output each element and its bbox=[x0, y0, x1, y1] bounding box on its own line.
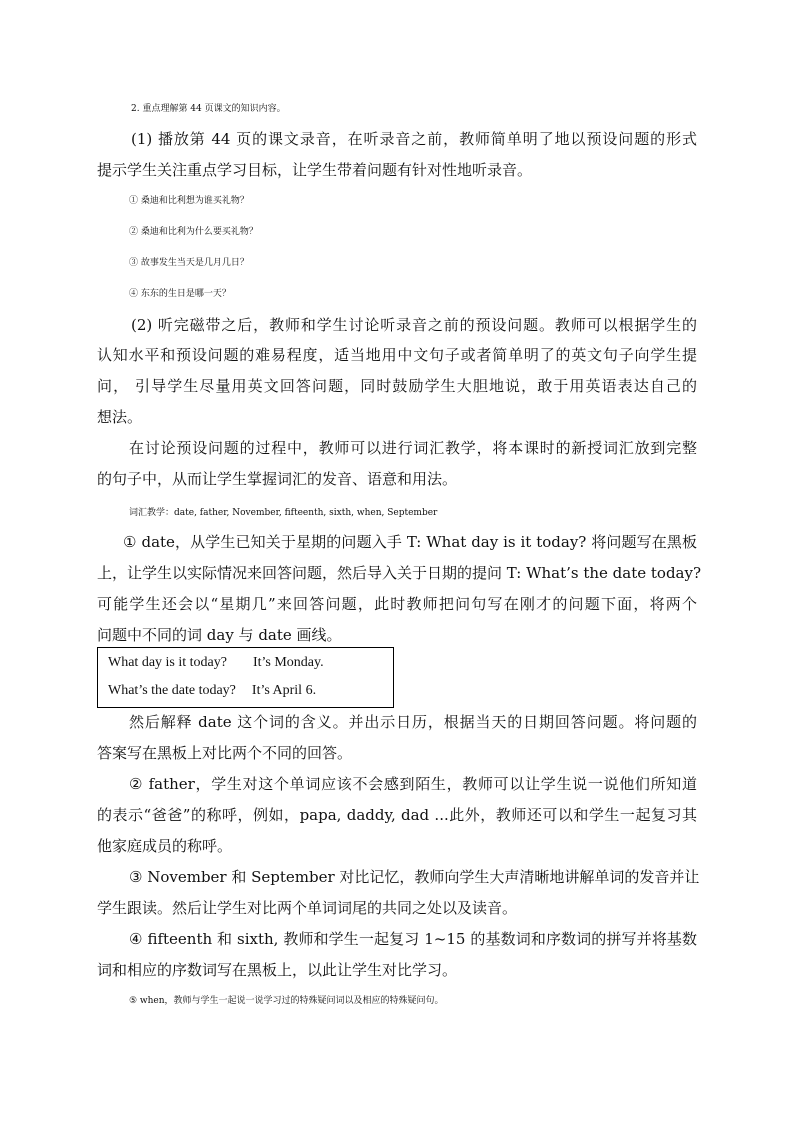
after-box-line-2: 答案写在黑板上对比两个不同的回答。 bbox=[97, 744, 353, 762]
box-row-1 bbox=[108, 654, 324, 671]
after-box-line-1: 然后解释 date 这个词的含义。并出示日历，根据当天的日期回答问题。将问题的 bbox=[129, 713, 697, 731]
box-row-1-question: What day is it today? bbox=[108, 655, 227, 670]
question-3: ③ 故事发生当天是几月几日？ bbox=[129, 258, 249, 268]
vocabulary-list: 词汇教学：date, father, November, fifteenth, sixth, when, September bbox=[129, 508, 438, 518]
november-para-line-2: 学生跟读。然后让学生对比两个单词词尾的共同之处以及读音。 bbox=[97, 899, 518, 917]
father-para-line-2: 的表示“爸爸”的称呼，例如，papa, daddy, dad ...此外，教师还可以和学生一起复习其 bbox=[97, 806, 697, 824]
paragraph-3-line-2: 的句子中，从而让学生掌握词汇的发音、语意和用法。 bbox=[97, 470, 458, 488]
section-heading: 2. 重点理解第 44 页课文的知识内容。 bbox=[131, 104, 286, 114]
date-para-line-2: 上，让学生以实际情况来回答问题，然后导入关于日期的提问 T: What’s the date today? bbox=[97, 564, 702, 582]
date-para-line-1: ① date，从学生已知关于星期的问题入手 T: What day is it today? 将问题写在黑板 bbox=[123, 533, 697, 551]
box-row-1-answer: It’s Monday. bbox=[252, 655, 324, 670]
paragraph-1-line-2: 提示学生关注重点学习目标，让学生带着问题有针对性地听录音。 bbox=[97, 161, 533, 179]
paragraph-1-line-1: (1) 播放第 44 页的课文录音，在听录音之前，教师简单明了地以预设问题的形式 bbox=[131, 130, 697, 148]
paragraph-2-line-4: 想法。 bbox=[97, 408, 143, 426]
fifteenth-para-line-2: 词和相应的序数词写在黑板上，以此让学生对比学习。 bbox=[97, 961, 458, 979]
question-1: ① 桑迪和比利想为谁买礼物？ bbox=[129, 196, 249, 206]
box-row-2-question: What’s the date today? bbox=[108, 683, 236, 698]
date-para-line-3: 可能学生还会以“星期几”来回答问题，此时教师把问句写在刚才的问题下面，将两个 bbox=[97, 595, 697, 613]
when-para: ⑤ when，教师与学生一起说一说学习过的特殊疑问词以及相应的特殊疑问句。 bbox=[129, 996, 444, 1006]
date-para-line-4: 问题中不同的词 day 与 date 画线。 bbox=[97, 626, 342, 644]
box-row-2 bbox=[108, 682, 316, 699]
paragraph-2-line-1: (2) 听完磁带之后，教师和学生讨论听录音之前的预设问题。教师可以根据学生的 bbox=[131, 316, 697, 334]
father-para-line-1: ② father，学生对这个单词应该不会感到陌生，教师可以让学生说一说他们所知道 bbox=[129, 775, 697, 793]
paragraph-2-line-2: 认知水平和预设问题的难易程度，适当地用中文句子或者简单明了的英文句子向学生提 bbox=[97, 346, 697, 364]
paragraph-3-line-1: 在讨论预设问题的过程中，教师可以进行词汇教学，将本课时的新授词汇放到完整 bbox=[129, 439, 697, 457]
question-2: ② 桑迪和比利为什么要买礼物？ bbox=[129, 227, 258, 237]
paragraph-2-line-3: 问， 引导学生尽量用英文回答问题，同时鼓励学生大胆地说，敢于用英语表达自己的 bbox=[97, 377, 697, 395]
father-para-line-3: 他家庭成员的称呼。 bbox=[97, 837, 233, 855]
example-dialogue-box bbox=[97, 647, 394, 708]
question-4: ④ 东东的生日是哪一天？ bbox=[129, 289, 231, 299]
fifteenth-para-line-1: ④ fifteenth 和 sixth, 教师和学生一起复习 1~15 的基数词和序数词的拼写并将基数 bbox=[129, 930, 697, 948]
box-row-2-answer: It’s April 6. bbox=[251, 683, 317, 698]
november-para-line-1: ③ November 和 September 对比记忆，教师向学生大声清晰地讲解单词的发音并让 bbox=[129, 868, 700, 886]
